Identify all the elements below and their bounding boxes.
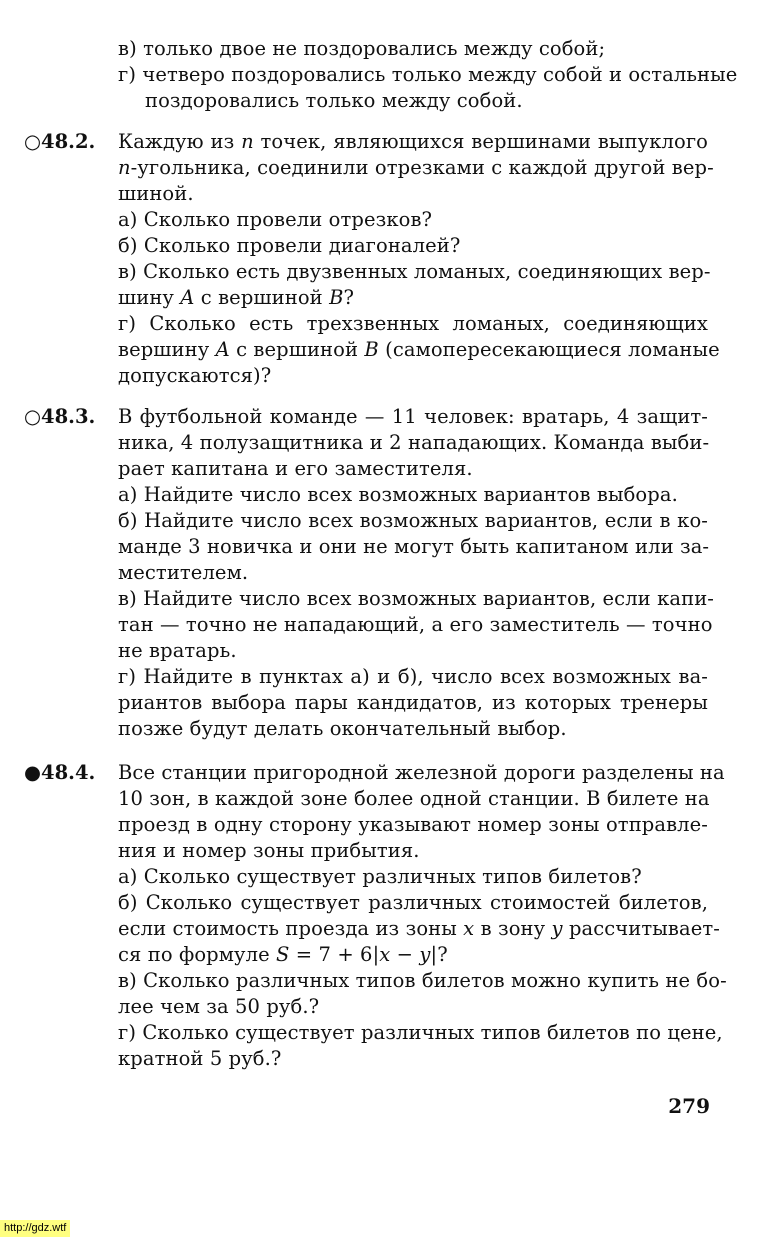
problem-48-4-item-b: б) Сколько существует различных стоимостей билетов, xyxy=(118,891,708,914)
problem-48-3-line: местителем. xyxy=(118,561,249,584)
problem-48-2-item-b: б) Сколько провели диагоналей? xyxy=(118,234,461,257)
problem-48-2-line: шиной. xyxy=(118,182,194,205)
problem-48-2-item-v: в) Сколько есть двузвенных ломаных, соединяющих вер- xyxy=(118,260,711,283)
problem-48-3-item-a: а) Найдите число всех возможных вариантов выбора. xyxy=(118,483,678,506)
page-number: 279 xyxy=(668,1094,710,1118)
problem-48-3-line: не вратарь. xyxy=(118,639,237,662)
problem-48-4-line: лее чем за 50 руб.? xyxy=(118,995,320,1018)
problem-48-3-item-g: г) Найдите в пунктах а) и б), число всех возможных ва- xyxy=(118,665,708,688)
watermark-link[interactable]: http://gdz.wtf xyxy=(0,1220,70,1237)
problem-48-2-item-g: г) Сколько есть трехзвенных ломаных, соединяющих xyxy=(118,312,708,335)
problem-48-4-line: ся по формуле S = 7 + 6|x − y|? xyxy=(118,943,448,966)
top-item-v: в) только двое не поздоровались между собой; xyxy=(118,37,606,60)
problem-48-4-line: 10 зон, в каждой зоне более одной станции. В билете на xyxy=(118,787,710,810)
problem-48-4-item-g: г) Сколько существует различных типов билетов по цене, xyxy=(118,1021,723,1044)
problem-48-3-line: тан — точно не нападающий, а его заместитель — точно xyxy=(118,613,713,636)
problem-48-3-item-b: б) Найдите число всех возможных вариантов, если в ко- xyxy=(118,509,708,532)
problem-48-2-line: допускаются)? xyxy=(118,364,272,387)
problem-48-2-item-a: а) Сколько провели отрезков? xyxy=(118,208,433,231)
problem-48-3-line: позже будут делать окончательный выбор. xyxy=(118,717,567,740)
problem-48-4-line: Все станции пригородной железной дороги разделены на xyxy=(118,761,725,784)
problem-48-3-line: манде 3 новичка и они не могут быть капитаном или за- xyxy=(118,535,710,558)
problem-48-3-number: ○48.3. xyxy=(24,405,96,428)
problem-48-2-line: вершину A с вершиной B (самопересекающиеся ломаные xyxy=(118,338,720,361)
problem-48-3-line: В футбольной команде — 11 человек: вратарь, 4 защит- xyxy=(118,405,708,428)
problem-48-4-line: кратной 5 руб.? xyxy=(118,1047,282,1070)
problem-48-4-line: ния и номер зоны прибытия. xyxy=(118,839,420,862)
problem-48-3-line: рает капитана и его заместителя. xyxy=(118,457,473,480)
problem-48-3-line: ника, 4 полузащитника и 2 нападающих. Команда выби- xyxy=(118,431,710,454)
problem-48-2-line: шину A с вершиной B? xyxy=(118,286,355,309)
problem-48-2-line: n-угольника, соединили отрезками с каждой другой вер- xyxy=(118,156,714,179)
top-item-g-cont: поздоровались только между собой. xyxy=(145,89,523,112)
problem-48-4-line: проезд в одну сторону указывают номер зоны отправле- xyxy=(118,813,708,836)
problem-48-2-line: Каждую из n точек, являющихся вершинами выпуклого xyxy=(118,130,708,153)
problem-48-3-line: риантов выбора пары кандидатов, из которых тренеры xyxy=(118,691,708,714)
top-item-g: г) четверо поздоровались только между собой и остальные xyxy=(118,63,738,86)
problem-48-4-item-v: в) Сколько различных типов билетов можно купить не бо- xyxy=(118,969,727,992)
problem-48-4-number: ●48.4. xyxy=(24,761,96,784)
problem-48-4-line: если стоимость проезда из зоны x в зону y рассчитывает- xyxy=(118,917,720,940)
problem-48-3-item-v: в) Найдите число всех возможных вариантов, если капи- xyxy=(118,587,714,610)
problem-48-2-number: ○48.2. xyxy=(24,130,96,153)
problem-48-4-item-a: а) Сколько существует различных типов билетов? xyxy=(118,865,642,888)
